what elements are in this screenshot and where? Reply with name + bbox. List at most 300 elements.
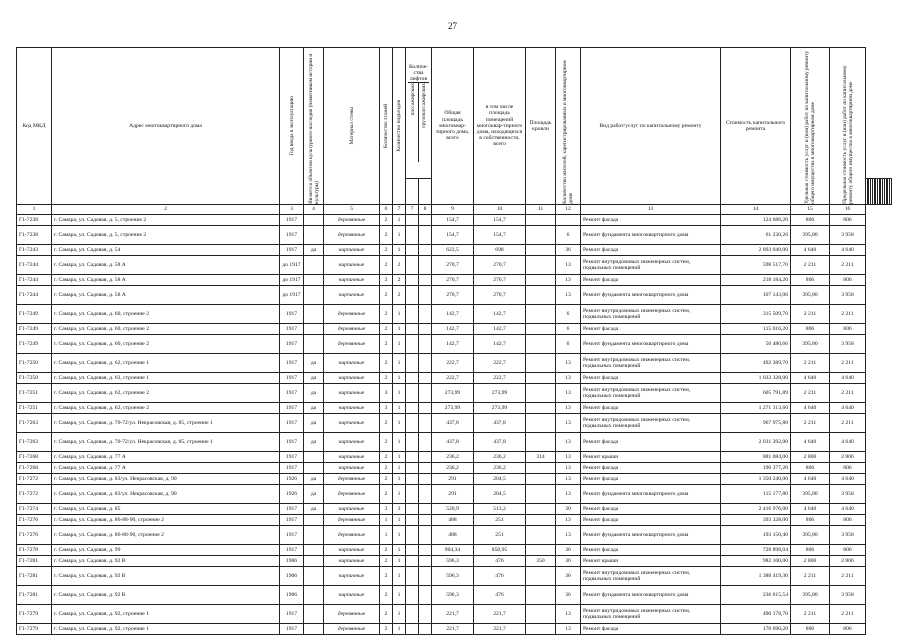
header-code: Код МКД [17, 48, 52, 205]
cell-floors: 2 [380, 432, 393, 451]
cell-unit-cost: 4 640 [791, 372, 830, 383]
cell-floors: 2 [380, 585, 393, 604]
cell-work-type: Ремонт фундамента многоквартирного дома [581, 484, 721, 503]
cell-entrances: 1 [393, 402, 406, 413]
cell-code: Г1-7244 [17, 285, 52, 304]
cell-work-type: Ремонт фундамента многоквартирного дома [581, 585, 721, 604]
cell-total-area: 222,7 [432, 353, 474, 372]
cell-entrances: 1 [393, 413, 406, 432]
cell-owned-area: 251 [474, 525, 526, 544]
cell-work-type: Ремонт фасада [581, 473, 721, 484]
cell-material: кирпичные [324, 353, 380, 372]
cell-address: г. Самара, ул. Садовая, д. 86-88-90, строение 2 [52, 514, 280, 525]
cell-lifts-pass [406, 225, 419, 244]
cell-address: г. Самара, ул. Садовая, д. 77 А [52, 451, 280, 462]
cell-year: 1926 [280, 484, 304, 503]
cell-owned-area: 437,8 [474, 413, 526, 432]
cell-material: кирпичные [324, 503, 380, 514]
cell-heritage [304, 255, 324, 274]
cell-lifts-pass [406, 372, 419, 383]
cell-lifts-pass [406, 623, 419, 634]
cell-owned-area: 513,2 [474, 503, 526, 514]
cell-address: г. Самара, ул. Садовая, д. 62, строение 1 [52, 372, 280, 383]
cell-unit-cost: 395,80 [791, 285, 830, 304]
cell-floors: 2 [380, 544, 393, 555]
cell-roof-area [526, 274, 556, 285]
cell-roof-area [526, 484, 556, 503]
cell-work-type: Ремонт фундамента многоквартирного дома [581, 525, 721, 544]
cell-cost: 315 509,70 [721, 304, 791, 323]
cell-lifts-pass [406, 484, 419, 503]
cell-year: 1917 [280, 353, 304, 372]
cell-max-cost: 2 211 [830, 566, 866, 585]
cell-material: кирпичные [324, 372, 380, 383]
cell-heritage [304, 604, 324, 623]
cell-cost: 1 350 240,00 [721, 473, 791, 484]
cell-roof-area [526, 413, 556, 432]
cell-heritage [304, 525, 324, 544]
cell-max-cost: 806 [830, 514, 866, 525]
cell-owned-area: 273,99 [474, 383, 526, 402]
cell-material: кирпичные [324, 244, 380, 255]
cell-total-area: 142,7 [432, 334, 474, 353]
cell-entrances: 1 [393, 473, 406, 484]
cell-unit-cost: 395,80 [791, 484, 830, 503]
cell-material: кирпичные [324, 585, 380, 604]
cell-floors: 3 [380, 402, 393, 413]
cell-owned-area: 476 [474, 555, 526, 566]
cell-unit-cost: 2 211 [791, 255, 830, 274]
cell-work-type: Ремонт внутридомовых инженерных систем, подвальных помещений [581, 566, 721, 585]
cell-roof-area [526, 566, 556, 585]
cell-max-cost: 2 211 [830, 604, 866, 623]
cell-work-type: Ремонт фундамента многоквартирного дома [581, 334, 721, 353]
cell-heritage: да [304, 383, 324, 402]
cell-heritage: да [304, 503, 324, 514]
cell-work-type: Ремонт внутридомовых инженерных систем, подвальных помещений [581, 383, 721, 402]
cell-owned-area: 154,7 [474, 214, 526, 225]
cell-total-area: 154,7 [432, 214, 474, 225]
table-row [17, 525, 892, 544]
cell-address: г. Самара, ул. Садовая, д. 58 А [52, 274, 280, 285]
cell-cost: 56 480,66 [721, 334, 791, 353]
table-row [17, 544, 892, 555]
cell-year: 1917 [280, 304, 304, 323]
cell-residents: 13 [556, 255, 581, 274]
cell-lifts-pass [406, 566, 419, 585]
column-number: 2 [52, 204, 280, 214]
cell-lifts-freight [419, 244, 432, 255]
cell-roof-area: 350 [526, 555, 556, 566]
cell-owned-area: 437,8 [474, 432, 526, 451]
cell-floors: 3 [380, 383, 393, 402]
cell-lifts-freight [419, 544, 432, 555]
cell-residents: 6 [556, 304, 581, 323]
cell-residents: 13 [556, 462, 581, 473]
cell-year: до 1917 [280, 285, 304, 304]
lifts-freight-label: грузопассажирских [421, 83, 427, 129]
cell-max-cost: 2 806 [830, 451, 866, 462]
cell-heritage [304, 451, 324, 462]
cell-total-area: 488 [432, 514, 474, 525]
cell-owned-area: 270,7 [474, 285, 526, 304]
cell-cost: 2 031 392,00 [721, 432, 791, 451]
cell-roof-area [526, 503, 556, 514]
cell-unit-cost: 4 640 [791, 503, 830, 514]
cell-lifts-pass [406, 451, 419, 462]
cell-total-area: 437,8 [432, 413, 474, 432]
cell-max-cost: 3 958 [830, 334, 866, 353]
cell-code: Г1-7238 [17, 225, 52, 244]
cell-lifts-pass [406, 244, 419, 255]
cell-lifts-freight [419, 604, 432, 623]
cell-total-area: 596,3 [432, 566, 474, 585]
cell-address: г. Самара, ул. Садовая, д. 92 В [52, 585, 280, 604]
cell-roof-area [526, 334, 556, 353]
cell-lifts-pass [406, 323, 419, 334]
cell-total-area: 221,7 [432, 623, 474, 634]
cell-roof-area [526, 255, 556, 274]
cell-unit-cost: 2 806 [791, 555, 830, 566]
cell-owned-area: 222,7 [474, 372, 526, 383]
cell-lifts-pass [406, 285, 419, 304]
cell-cost: 236 015,54 [721, 585, 791, 604]
cell-address: г. Самара, ул. Садовая, д. 62, строение 1 [52, 353, 280, 372]
cell-owned-area: 142,7 [474, 323, 526, 334]
cell-year: до 1917 [280, 255, 304, 274]
header-entrances: Количество подъездов [396, 100, 402, 152]
cell-heritage [304, 462, 324, 473]
cell-lifts-pass [406, 555, 419, 566]
cell-floors: 2 [380, 566, 393, 585]
cell-roof-area [526, 623, 556, 634]
cell-floors: 2 [380, 623, 393, 634]
cell-residents: 6 [556, 225, 581, 244]
cell-entrances: 1 [393, 432, 406, 451]
cell-owned-area: 850,95 [474, 544, 526, 555]
cell-code: Г1-7268 [17, 462, 52, 473]
table-row [17, 214, 892, 225]
cell-cost: 728 898,04 [721, 544, 791, 555]
cell-unit-cost: 4 640 [791, 432, 830, 451]
cell-cost: 124 688,20 [721, 214, 791, 225]
cell-owned-area: 142,7 [474, 334, 526, 353]
cell-year: 1917 [280, 432, 304, 451]
table-row [17, 413, 892, 432]
cell-address: г. Самара, ул. Садовая, д. 62, строение 2 [52, 402, 280, 413]
cell-owned-area: 236,2 [474, 451, 526, 462]
cell-max-cost: 4 640 [830, 402, 866, 413]
cell-address: г. Самара, ул. Садовая, д. 5, строение 2 [52, 225, 280, 244]
cell-cost: 1 033 328,00 [721, 372, 791, 383]
cell-entrances: 1 [393, 451, 406, 462]
cell-max-cost: 3 958 [830, 525, 866, 544]
cell-lifts-freight [419, 525, 432, 544]
cell-cost: 598 517,70 [721, 255, 791, 274]
cell-lifts-freight [419, 462, 432, 473]
cell-heritage: да [304, 432, 324, 451]
cell-roof-area [526, 372, 556, 383]
cell-total-area: 437,8 [432, 432, 474, 451]
cell-residents: 30 [556, 503, 581, 514]
cell-cost: 605 791,89 [721, 383, 791, 402]
cell-cost: 193 150,40 [721, 525, 791, 544]
cell-year: 1917 [280, 462, 304, 473]
cell-year: 1917 [280, 451, 304, 462]
cell-max-cost: 806 [830, 214, 866, 225]
cell-residents: 13 [556, 525, 581, 544]
cell-material: деревянные [324, 473, 380, 484]
cell-material: кирпичные [324, 255, 380, 274]
cell-lifts-pass [406, 544, 419, 555]
cell-work-type: Ремонт фасада [581, 402, 721, 413]
cell-floors: 3 [380, 503, 393, 514]
column-number: 6 [380, 204, 393, 214]
cell-entrances: 3 [393, 503, 406, 514]
cell-floors: 2 [380, 473, 393, 484]
cell-floors: 2 [380, 214, 393, 225]
cell-entrances: 2 [393, 285, 406, 304]
cell-floors: 2 [380, 462, 393, 473]
header-wall-material: Материал стены [348, 107, 355, 145]
cell-residents: 6 [556, 323, 581, 334]
cell-address: г. Самара, ул. Садовая, д. 92 В [52, 566, 280, 585]
page-number: 27 [448, 21, 457, 31]
cell-roof-area [526, 402, 556, 413]
cell-material: кирпичные [324, 432, 380, 451]
cell-owned-area: 476 [474, 585, 526, 604]
cell-unit-cost: 806 [791, 544, 830, 555]
cell-lifts-freight [419, 473, 432, 484]
cell-cost: 107 143,06 [721, 285, 791, 304]
cell-lifts-freight [419, 413, 432, 432]
cell-owned-area: 698 [474, 244, 526, 255]
column-number: 8 [419, 204, 432, 214]
cell-material: кирпичные [324, 402, 380, 413]
cell-material: деревянные [324, 623, 380, 634]
cell-code: Г1-7272 [17, 473, 52, 484]
cell-residents: 13 [556, 413, 581, 432]
cell-material: кирпичные [324, 462, 380, 473]
cell-roof-area [526, 383, 556, 402]
cell-year: 1906 [280, 566, 304, 585]
cell-total-area: 270,7 [432, 255, 474, 274]
cell-total-area: 291 [432, 473, 474, 484]
column-number: 10 [474, 204, 526, 214]
cell-lifts-pass [406, 353, 419, 372]
cell-entrances: 1 [393, 304, 406, 323]
cell-residents: 36 [556, 555, 581, 566]
cell-owned-area: 476 [474, 566, 526, 585]
cell-work-type: Ремонт фасада [581, 323, 721, 334]
cell-cost: 881 084,00 [721, 451, 791, 462]
cell-entrances: 1 [393, 566, 406, 585]
cell-heritage [304, 555, 324, 566]
cell-cost: 61 230,26 [721, 225, 791, 244]
capital-repair-table [16, 47, 892, 635]
table-row [17, 244, 892, 255]
cell-lifts-freight [419, 484, 432, 503]
header-roof-area: Площадь кровли [526, 48, 556, 205]
cell-lifts-pass [406, 585, 419, 604]
cell-lifts-pass [406, 383, 419, 402]
cell-lifts-freight [419, 274, 432, 285]
cell-code: Г1-7281 [17, 566, 52, 585]
lifts-passenger-label: пассажирских [410, 83, 416, 116]
cell-material: деревянные [324, 484, 380, 503]
cell-total-area: 222,7 [432, 372, 474, 383]
cell-code: Г1-7244 [17, 274, 52, 285]
cell-code: Г1-7272 [17, 484, 52, 503]
cell-code: Г1-7244 [17, 255, 52, 274]
cell-owned-area: 270,7 [474, 255, 526, 274]
cell-max-cost: 4 640 [830, 244, 866, 255]
cell-total-area: 270,7 [432, 274, 474, 285]
cell-floors: 2 [380, 484, 393, 503]
cell-work-type: Ремонт внутридомовых инженерных систем, подвальных помещений [581, 304, 721, 323]
table-row [17, 473, 892, 484]
cell-cost: 967 975,80 [721, 413, 791, 432]
cell-heritage [304, 334, 324, 353]
cell-floors: 1 [380, 525, 393, 544]
cell-unit-cost: 2 211 [791, 353, 830, 372]
cell-code: Г1-7281 [17, 555, 52, 566]
cell-lifts-pass [406, 525, 419, 544]
cell-year: 1917 [280, 383, 304, 402]
header-lifts: Количе-ства лифтов пассажирских грузопассажирских [406, 48, 432, 179]
cell-lifts-freight [419, 225, 432, 244]
cell-max-cost: 4 640 [830, 432, 866, 451]
cell-cost: 492 389,70 [721, 353, 791, 372]
cell-unit-cost: 4 640 [791, 473, 830, 484]
cell-roof-area [526, 525, 556, 544]
cell-roof-area: 314 [526, 451, 556, 462]
header-owned-area: в том числе площадь помещений многоквар-тирного дома, находящихся в собственности, всего [474, 48, 526, 205]
cell-cost: 1 388 419,30 [721, 566, 791, 585]
cell-residents: 13 [556, 623, 581, 634]
cell-material: деревянные [324, 304, 380, 323]
table-row [17, 353, 892, 372]
header-work-type: Вид работ/услуг по капитальному ремонту [581, 48, 721, 205]
cell-floors: 2 [380, 274, 393, 285]
cell-floors: 2 [380, 451, 393, 462]
cell-material: деревянные [324, 604, 380, 623]
cell-lifts-freight [419, 214, 432, 225]
cell-owned-area: 273,99 [474, 402, 526, 413]
table-row [17, 274, 892, 285]
cell-entrances: 1 [393, 214, 406, 225]
cell-material: кирпичные [324, 274, 380, 285]
cell-year: 1906 [280, 555, 304, 566]
cell-floors: 2 [380, 285, 393, 304]
cell-roof-area [526, 585, 556, 604]
cell-entrances: 1 [393, 555, 406, 566]
cell-heritage [304, 585, 324, 604]
cell-unit-cost: 395,80 [791, 334, 830, 353]
cell-work-type: Ремонт фундамента многоквартирного дома [581, 285, 721, 304]
cell-residents: 13 [556, 353, 581, 372]
cell-year: 1917 [280, 525, 304, 544]
cell-lifts-freight [419, 353, 432, 372]
cell-owned-area: 222,7 [474, 353, 526, 372]
cell-lifts-freight [419, 285, 432, 304]
cell-unit-cost: 395,80 [791, 585, 830, 604]
cell-max-cost: 4 640 [830, 503, 866, 514]
cell-unit-cost: 806 [791, 323, 830, 334]
cell-total-area: 142,7 [432, 304, 474, 323]
cell-unit-cost: 2 211 [791, 413, 830, 432]
cell-address: г. Самара, ул. Садовая, д. 86-88-90, строение 2 [52, 525, 280, 544]
cell-heritage: да [304, 244, 324, 255]
cell-unit-cost: 806 [791, 214, 830, 225]
cell-residents: 13 [556, 484, 581, 503]
cell-residents: 36 [556, 544, 581, 555]
cell-lifts-freight [419, 402, 432, 413]
cell-code: Г1-7249 [17, 334, 52, 353]
table-row [17, 323, 892, 334]
cell-work-type: Ремонт крыши [581, 451, 721, 462]
table-row [17, 383, 892, 402]
cell-address: г. Самара, ул. Садовая, д. 99 [52, 544, 280, 555]
cell-heritage [304, 225, 324, 244]
cell-total-area: 221,7 [432, 604, 474, 623]
table-row [17, 402, 892, 413]
cell-code: Г1-7279 [17, 623, 52, 634]
cell-code: Г1-7276 [17, 514, 52, 525]
cell-unit-cost: 395,80 [791, 525, 830, 544]
cell-cost: 178 690,20 [721, 623, 791, 634]
column-number: 7 [406, 204, 419, 214]
cell-residents [556, 214, 581, 225]
cell-owned-area: 221,7 [474, 604, 526, 623]
cell-roof-area [526, 544, 556, 555]
cell-code: Г1-7268 [17, 451, 52, 462]
cell-lifts-pass [406, 413, 419, 432]
cell-year: 1917 [280, 225, 304, 244]
table-row [17, 451, 892, 462]
table-row [17, 585, 892, 604]
cell-lifts-freight [419, 334, 432, 353]
cell-roof-area [526, 244, 556, 255]
column-number: 3 [280, 204, 304, 214]
cell-floors: 2 [380, 413, 393, 432]
cell-material: кирпичные [324, 285, 380, 304]
cell-material: кирпичные [324, 451, 380, 462]
cell-work-type: Ремонт крыши [581, 555, 721, 566]
table-row [17, 555, 892, 566]
unit-max-cost [890, 179, 892, 205]
cell-entrances: 1 [393, 604, 406, 623]
cell-max-cost: 3 958 [830, 484, 866, 503]
cell-year: 1926 [280, 473, 304, 484]
table-row [17, 623, 892, 634]
cell-residents: 13 [556, 274, 581, 285]
cell-cost: 1 271 313,60 [721, 402, 791, 413]
cell-year: 1917 [280, 514, 304, 525]
cell-entrances: 1 [393, 372, 406, 383]
cell-total-area: 273,99 [432, 402, 474, 413]
cell-total-area: 236,2 [432, 462, 474, 473]
cell-floors: 2 [380, 323, 393, 334]
cell-lifts-pass [406, 432, 419, 451]
cell-roof-area [526, 473, 556, 484]
cell-material: кирпичные [324, 566, 380, 585]
cell-lifts-freight [419, 514, 432, 525]
cell-roof-area [526, 285, 556, 304]
cell-max-cost: 3 958 [830, 585, 866, 604]
cell-unit-cost: 2 211 [791, 383, 830, 402]
cell-cost: 190 377,20 [721, 462, 791, 473]
